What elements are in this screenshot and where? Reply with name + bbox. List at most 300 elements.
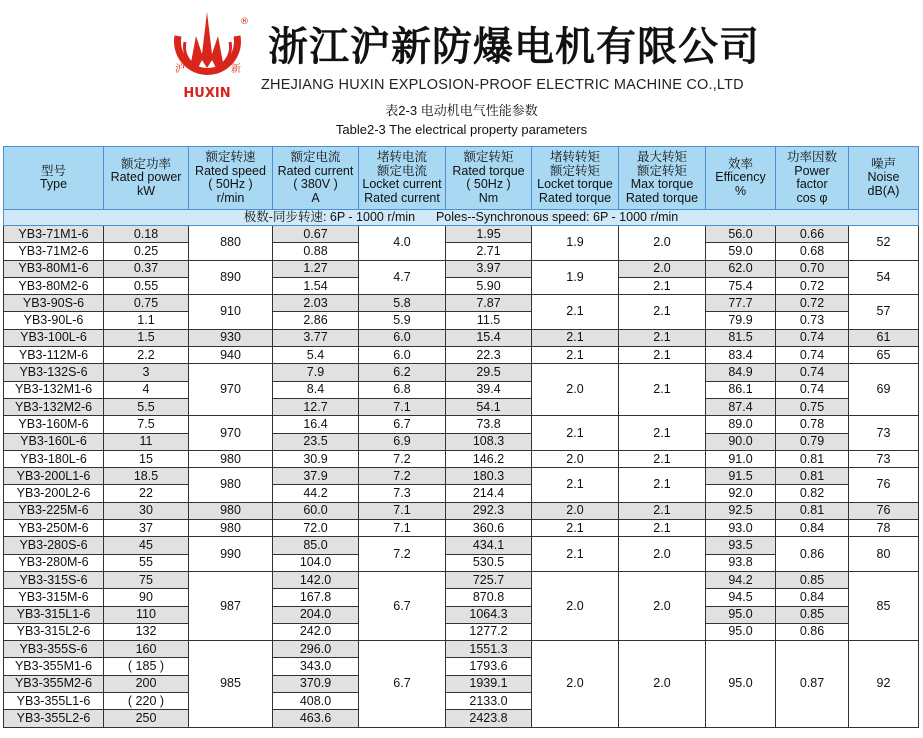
value-cell: 89.0 — [706, 416, 776, 433]
column-header-line: ( 50Hz ) — [208, 177, 253, 191]
value-cell: 1.95 — [446, 226, 532, 243]
value-cell: 2.1 — [619, 450, 706, 467]
value-cell: 980 — [189, 468, 273, 503]
value-cell: 62.0 — [706, 260, 776, 277]
value-cell: 93.8 — [706, 554, 776, 571]
value-cell: 0.25 — [104, 243, 189, 260]
table-row — [4, 623, 919, 640]
value-cell: 1064.3 — [446, 606, 532, 623]
value-cell: 73 — [849, 416, 919, 451]
table-row — [4, 347, 919, 364]
column-header-line: Type — [39, 177, 68, 191]
value-cell: 90.0 — [706, 433, 776, 450]
value-cell: 970 — [189, 416, 273, 451]
value-cell: 7.1 — [359, 398, 446, 415]
column-header-line: cos φ — [796, 190, 828, 205]
value-cell: 2.1 — [619, 364, 706, 416]
value-cell: 23.5 — [273, 433, 359, 450]
value-cell: 79.9 — [706, 312, 776, 329]
value-cell: 6.7 — [359, 641, 446, 727]
column-header-line: Max torque — [630, 177, 694, 191]
column-header-line: Rated power — [110, 170, 182, 185]
value-cell: 11 — [104, 433, 189, 450]
table-row — [4, 641, 919, 658]
column-header-line: 噪声 — [870, 156, 896, 171]
table-row — [4, 364, 919, 381]
svg-text:新: 新 — [231, 64, 241, 75]
value-cell: 6.8 — [359, 381, 446, 398]
value-cell: 2.1 — [619, 347, 706, 364]
value-cell: ( 220 ) — [104, 693, 189, 710]
table-row — [4, 606, 919, 623]
value-cell: 0.74 — [776, 381, 849, 398]
value-cell: 2.2 — [104, 347, 189, 364]
value-cell: 65 — [849, 347, 919, 364]
value-cell: 77.7 — [706, 295, 776, 312]
company-name-en: ZHEJIANG HUXIN EXPLOSION-PROOF ELECTRIC MACHINE CO.,LTD — [261, 77, 744, 93]
value-cell: 6.7 — [359, 571, 446, 640]
svg-text:沪: 沪 — [175, 64, 185, 75]
value-cell: 7.1 — [359, 520, 446, 537]
value-cell: 910 — [189, 295, 273, 330]
value-cell: 6.0 — [359, 347, 446, 364]
value-cell: 360.6 — [446, 520, 532, 537]
value-cell: 1.27 — [273, 260, 359, 277]
table-row — [4, 260, 919, 277]
electrical-parameters-table — [3, 146, 919, 728]
value-cell: 7.9 — [273, 364, 359, 381]
value-cell: 1.9 — [532, 226, 619, 261]
header-row — [4, 147, 919, 210]
value-cell: 2.1 — [619, 502, 706, 519]
model-type-cell: YB3-100L-6 — [4, 329, 104, 346]
model-type-cell: YB3-355L1-6 — [4, 693, 104, 710]
value-cell: 108.3 — [446, 433, 532, 450]
value-cell: 132 — [104, 623, 189, 640]
value-cell: 81.5 — [706, 329, 776, 346]
table-title-en: Table2-3 The electrical property parameters — [335, 122, 588, 137]
model-type-cell: YB3-80M2-6 — [4, 277, 104, 294]
value-cell: 242.0 — [273, 623, 359, 640]
value-cell: ( 185 ) — [104, 658, 189, 675]
value-cell: 54 — [849, 260, 919, 295]
value-cell: 343.0 — [273, 658, 359, 675]
value-cell: 55 — [104, 554, 189, 571]
model-type-cell: YB3-280M-6 — [4, 554, 104, 571]
column-header — [359, 147, 446, 210]
value-cell: 0.75 — [104, 295, 189, 312]
model-type-cell: YB3-80M1-6 — [4, 260, 104, 277]
value-cell: 30 — [104, 502, 189, 519]
value-cell: 2.1 — [532, 416, 619, 451]
value-cell: 2423.8 — [446, 710, 532, 727]
value-cell: 408.0 — [273, 693, 359, 710]
value-cell: 0.66 — [776, 226, 849, 243]
value-cell: 0.73 — [776, 312, 849, 329]
value-cell: 7.5 — [104, 416, 189, 433]
value-cell: 76 — [849, 468, 919, 503]
value-cell: 1.9 — [532, 260, 619, 295]
value-cell: 0.68 — [776, 243, 849, 260]
value-cell: 0.37 — [104, 260, 189, 277]
value-cell: 91.5 — [706, 468, 776, 485]
column-header-line: Rated torque — [538, 190, 612, 205]
value-cell: 463.6 — [273, 710, 359, 727]
value-cell: 980 — [189, 520, 273, 537]
svg-text:®: ® — [240, 17, 249, 27]
value-cell: 0.82 — [776, 485, 849, 502]
table-row — [4, 226, 919, 243]
column-header-line: 堵转电流 — [376, 150, 427, 164]
column-header-line: Power — [794, 163, 830, 178]
value-cell: 0.79 — [776, 433, 849, 450]
column-header-line: Rated torque — [452, 163, 525, 178]
value-cell: 2.0 — [619, 537, 706, 572]
column-header-line: 额定电流 — [376, 163, 427, 178]
value-cell: 880 — [189, 226, 273, 261]
column-header — [104, 147, 189, 210]
value-cell: 52 — [849, 226, 919, 261]
value-cell: 2.1 — [532, 520, 619, 537]
column-header-line: Efficency — [715, 170, 766, 185]
column-header-line: 额定转矩 — [636, 163, 687, 178]
value-cell: 167.8 — [273, 589, 359, 606]
model-type-cell: YB3-90S-6 — [4, 295, 104, 312]
value-cell: 39.4 — [446, 381, 532, 398]
value-cell: 5.90 — [446, 277, 532, 294]
table-row — [4, 243, 919, 260]
column-header-line: Rated speed — [195, 163, 266, 178]
value-cell: 7.2 — [359, 450, 446, 467]
model-type-cell: YB3-315L2-6 — [4, 623, 104, 640]
value-cell: 37.9 — [273, 468, 359, 485]
value-cell: 1.54 — [273, 277, 359, 294]
column-header — [849, 147, 919, 210]
value-cell: 3.97 — [446, 260, 532, 277]
value-cell: 1551.3 — [446, 641, 532, 658]
model-type-cell: YB3-280S-6 — [4, 537, 104, 554]
column-header-line: 额定功率 — [120, 156, 171, 171]
value-cell: 2.03 — [273, 295, 359, 312]
value-cell: 5.5 — [104, 398, 189, 415]
value-cell: 0.74 — [776, 329, 849, 346]
table-row — [4, 537, 919, 554]
value-cell: 110 — [104, 606, 189, 623]
table-row — [4, 312, 919, 329]
value-cell: 2.1 — [532, 468, 619, 503]
value-cell: 250 — [104, 710, 189, 727]
table-row — [4, 485, 919, 502]
column-header-line: Nm — [478, 190, 499, 205]
column-header-line: 堵转转矩 — [549, 150, 600, 164]
value-cell: 4 — [104, 381, 189, 398]
value-cell: 37 — [104, 520, 189, 537]
value-cell: 2.1 — [619, 277, 706, 294]
value-cell: 1277.2 — [446, 623, 532, 640]
value-cell: 7.2 — [359, 537, 446, 572]
value-cell: 95.0 — [706, 623, 776, 640]
value-cell: 180.3 — [446, 468, 532, 485]
value-cell: 56.0 — [706, 226, 776, 243]
value-cell: 72.0 — [273, 520, 359, 537]
value-cell: 2.1 — [532, 295, 619, 330]
value-cell: 296.0 — [273, 641, 359, 658]
value-cell: 54.1 — [446, 398, 532, 415]
value-cell: 940 — [189, 347, 273, 364]
value-cell: 29.5 — [446, 364, 532, 381]
value-cell: 16.4 — [273, 416, 359, 433]
value-cell: 2.1 — [619, 295, 706, 330]
model-type-cell: YB3-355M2-6 — [4, 675, 104, 692]
value-cell: 980 — [189, 450, 273, 467]
value-cell: 11.5 — [446, 312, 532, 329]
column-header — [446, 147, 532, 210]
column-header-line: 型号 — [40, 163, 66, 178]
model-type-cell: YB3-355M1-6 — [4, 658, 104, 675]
value-cell: 2.1 — [532, 537, 619, 572]
model-type-cell: YB3-355S-6 — [4, 641, 104, 658]
value-cell: 1.1 — [104, 312, 189, 329]
column-header — [273, 147, 359, 210]
table-row — [4, 502, 919, 519]
model-type-cell: YB3-315M-6 — [4, 589, 104, 606]
value-cell: 890 — [189, 260, 273, 295]
value-cell: 725.7 — [446, 571, 532, 588]
value-cell: 85 — [849, 571, 919, 640]
value-cell: 93.0 — [706, 520, 776, 537]
table-row — [4, 520, 919, 537]
value-cell: 60.0 — [273, 502, 359, 519]
value-cell: 146.2 — [446, 450, 532, 467]
value-cell: 0.78 — [776, 416, 849, 433]
value-cell: 5.9 — [359, 312, 446, 329]
value-cell: 2.1 — [619, 416, 706, 451]
value-cell: 7.3 — [359, 485, 446, 502]
value-cell: 59.0 — [706, 243, 776, 260]
column-header-line: 额定转矩 — [463, 150, 514, 164]
table-title-cn: 表2-3 电动机电气性能参数 — [385, 103, 538, 118]
company-logo — [160, 6, 255, 101]
value-cell: 434.1 — [446, 537, 532, 554]
value-cell: 0.86 — [776, 623, 849, 640]
value-cell: 2.0 — [532, 641, 619, 727]
model-type-cell: YB3-160L-6 — [4, 433, 104, 450]
value-cell: 292.3 — [446, 502, 532, 519]
value-cell: 2.0 — [532, 364, 619, 416]
value-cell: 214.4 — [446, 485, 532, 502]
value-cell: 0.72 — [776, 277, 849, 294]
value-cell: 2.0 — [619, 260, 706, 277]
value-cell: 2.0 — [619, 571, 706, 640]
value-cell: 987 — [189, 571, 273, 640]
column-header-line: Noise — [867, 170, 900, 185]
column-header-line: 最大转矩 — [636, 150, 687, 164]
value-cell: 0.88 — [273, 243, 359, 260]
value-cell: 2.1 — [532, 329, 619, 346]
value-cell: 76 — [849, 502, 919, 519]
value-cell: 45 — [104, 537, 189, 554]
table-row — [4, 450, 919, 467]
model-type-cell: YB3-71M1-6 — [4, 226, 104, 243]
value-cell: 870.8 — [446, 589, 532, 606]
model-type-cell: YB3-200L2-6 — [4, 485, 104, 502]
column-header-line: Locket torque — [537, 177, 613, 191]
model-type-cell: YB3-90L-6 — [4, 312, 104, 329]
value-cell: 104.0 — [273, 554, 359, 571]
column-header-line: 额定转矩 — [549, 163, 600, 178]
value-cell: 142.0 — [273, 571, 359, 588]
model-type-cell: YB3-132M1-6 — [4, 381, 104, 398]
value-cell: 30.9 — [273, 450, 359, 467]
value-cell: 87.4 — [706, 398, 776, 415]
value-cell: 985 — [189, 641, 273, 727]
column-header-line: 额定电流 — [290, 150, 341, 164]
value-cell: 6.9 — [359, 433, 446, 450]
table-row — [4, 433, 919, 450]
column-header — [776, 147, 849, 210]
value-cell: 2.0 — [532, 502, 619, 519]
value-cell: 200 — [104, 675, 189, 692]
model-type-cell: YB3-315S-6 — [4, 571, 104, 588]
table-row — [4, 589, 919, 606]
model-type-cell: YB3-112M-6 — [4, 347, 104, 364]
value-cell: 1793.6 — [446, 658, 532, 675]
value-cell: 94.2 — [706, 571, 776, 588]
value-cell: 92.5 — [706, 502, 776, 519]
value-cell: 91.0 — [706, 450, 776, 467]
value-cell: 84.9 — [706, 364, 776, 381]
value-cell: 73 — [849, 450, 919, 467]
column-header-line: ( 50Hz ) — [466, 177, 511, 191]
column-header-line: r/min — [216, 190, 245, 205]
value-cell: 6.7 — [359, 416, 446, 433]
column-header — [706, 147, 776, 210]
table-row — [4, 277, 919, 294]
value-cell: 7.1 — [359, 502, 446, 519]
value-cell: 0.67 — [273, 226, 359, 243]
value-cell: 95.0 — [706, 641, 776, 727]
svg-text:HUXIN: HUXIN — [183, 86, 231, 101]
model-type-cell: YB3-250M-6 — [4, 520, 104, 537]
value-cell: 0.84 — [776, 520, 849, 537]
value-cell: 0.72 — [776, 295, 849, 312]
model-type-cell: YB3-71M2-6 — [4, 243, 104, 260]
table-row — [4, 416, 919, 433]
column-header-line: dB(A) — [867, 183, 900, 198]
column-header-line: factor — [796, 177, 828, 191]
value-cell: 0.81 — [776, 502, 849, 519]
column-header-line: A — [311, 190, 320, 205]
value-cell: 5.8 — [359, 295, 446, 312]
value-cell: 61 — [849, 329, 919, 346]
value-cell: 2.71 — [446, 243, 532, 260]
column-header-line: Rated torque — [625, 190, 699, 205]
value-cell: 15 — [104, 450, 189, 467]
table-row — [4, 398, 919, 415]
value-cell: 15.4 — [446, 329, 532, 346]
table-row — [4, 295, 919, 312]
model-type-cell: YB3-180L-6 — [4, 450, 104, 467]
value-cell: 2.1 — [619, 468, 706, 503]
table-row — [4, 329, 919, 346]
value-cell: 7.2 — [359, 468, 446, 485]
value-cell: 5.4 — [273, 347, 359, 364]
model-type-cell: YB3-132S-6 — [4, 364, 104, 381]
value-cell: 0.75 — [776, 398, 849, 415]
company-name-cn: 浙江沪新防爆电机有限公司 — [268, 23, 760, 70]
value-cell: 69 — [849, 364, 919, 416]
value-cell: 7.87 — [446, 295, 532, 312]
poles-speed-label: 极数-同步转速: 6P - 1000 r/min Poles--Synchronous speed: 6P - 1000 r/min — [4, 210, 919, 226]
value-cell: 2.1 — [532, 347, 619, 364]
model-type-cell: YB3-225M-6 — [4, 502, 104, 519]
value-cell: 3.77 — [273, 329, 359, 346]
value-cell: 57 — [849, 295, 919, 330]
value-cell: 990 — [189, 537, 273, 572]
value-cell: 18.5 — [104, 468, 189, 485]
value-cell: 85.0 — [273, 537, 359, 554]
column-header — [4, 147, 104, 210]
model-type-cell: YB3-355L2-6 — [4, 710, 104, 727]
value-cell: 78 — [849, 520, 919, 537]
value-cell: 2.0 — [619, 641, 706, 727]
table-row — [4, 468, 919, 485]
value-cell: 92.0 — [706, 485, 776, 502]
value-cell: 0.85 — [776, 606, 849, 623]
column-header-line: 效率 — [727, 156, 753, 171]
value-cell: 4.7 — [359, 260, 446, 295]
subheader-row — [4, 210, 919, 226]
column-header-line: 功率因数 — [786, 150, 837, 164]
value-cell: 980 — [189, 502, 273, 519]
value-cell: 80 — [849, 537, 919, 572]
value-cell: 0.81 — [776, 450, 849, 467]
value-cell: 2.0 — [619, 226, 706, 261]
column-header-line: Rated current — [364, 190, 440, 205]
value-cell: 204.0 — [273, 606, 359, 623]
value-cell: 0.87 — [776, 641, 849, 727]
value-cell: 1939.1 — [446, 675, 532, 692]
value-cell: 22.3 — [446, 347, 532, 364]
column-header — [619, 147, 706, 210]
value-cell: 6.0 — [359, 329, 446, 346]
value-cell: 4.0 — [359, 226, 446, 261]
value-cell: 1.5 — [104, 329, 189, 346]
column-header-line: Locket current — [362, 177, 442, 191]
model-type-cell: YB3-315L1-6 — [4, 606, 104, 623]
value-cell: 2.0 — [532, 450, 619, 467]
value-cell: 44.2 — [273, 485, 359, 502]
value-cell: 83.4 — [706, 347, 776, 364]
column-header — [189, 147, 273, 210]
value-cell: 0.86 — [776, 537, 849, 572]
value-cell: 94.5 — [706, 589, 776, 606]
value-cell: 95.0 — [706, 606, 776, 623]
model-type-cell: YB3-160M-6 — [4, 416, 104, 433]
value-cell: 2.1 — [619, 520, 706, 537]
value-cell: 530.5 — [446, 554, 532, 571]
value-cell: 0.84 — [776, 589, 849, 606]
value-cell: 2.86 — [273, 312, 359, 329]
value-cell: 930 — [189, 329, 273, 346]
value-cell: 2.0 — [532, 571, 619, 640]
value-cell: 75 — [104, 571, 189, 588]
value-cell: 93.5 — [706, 537, 776, 554]
value-cell: 3 — [104, 364, 189, 381]
value-cell: 370.9 — [273, 675, 359, 692]
column-header-line: kW — [136, 183, 156, 198]
table-row — [4, 381, 919, 398]
